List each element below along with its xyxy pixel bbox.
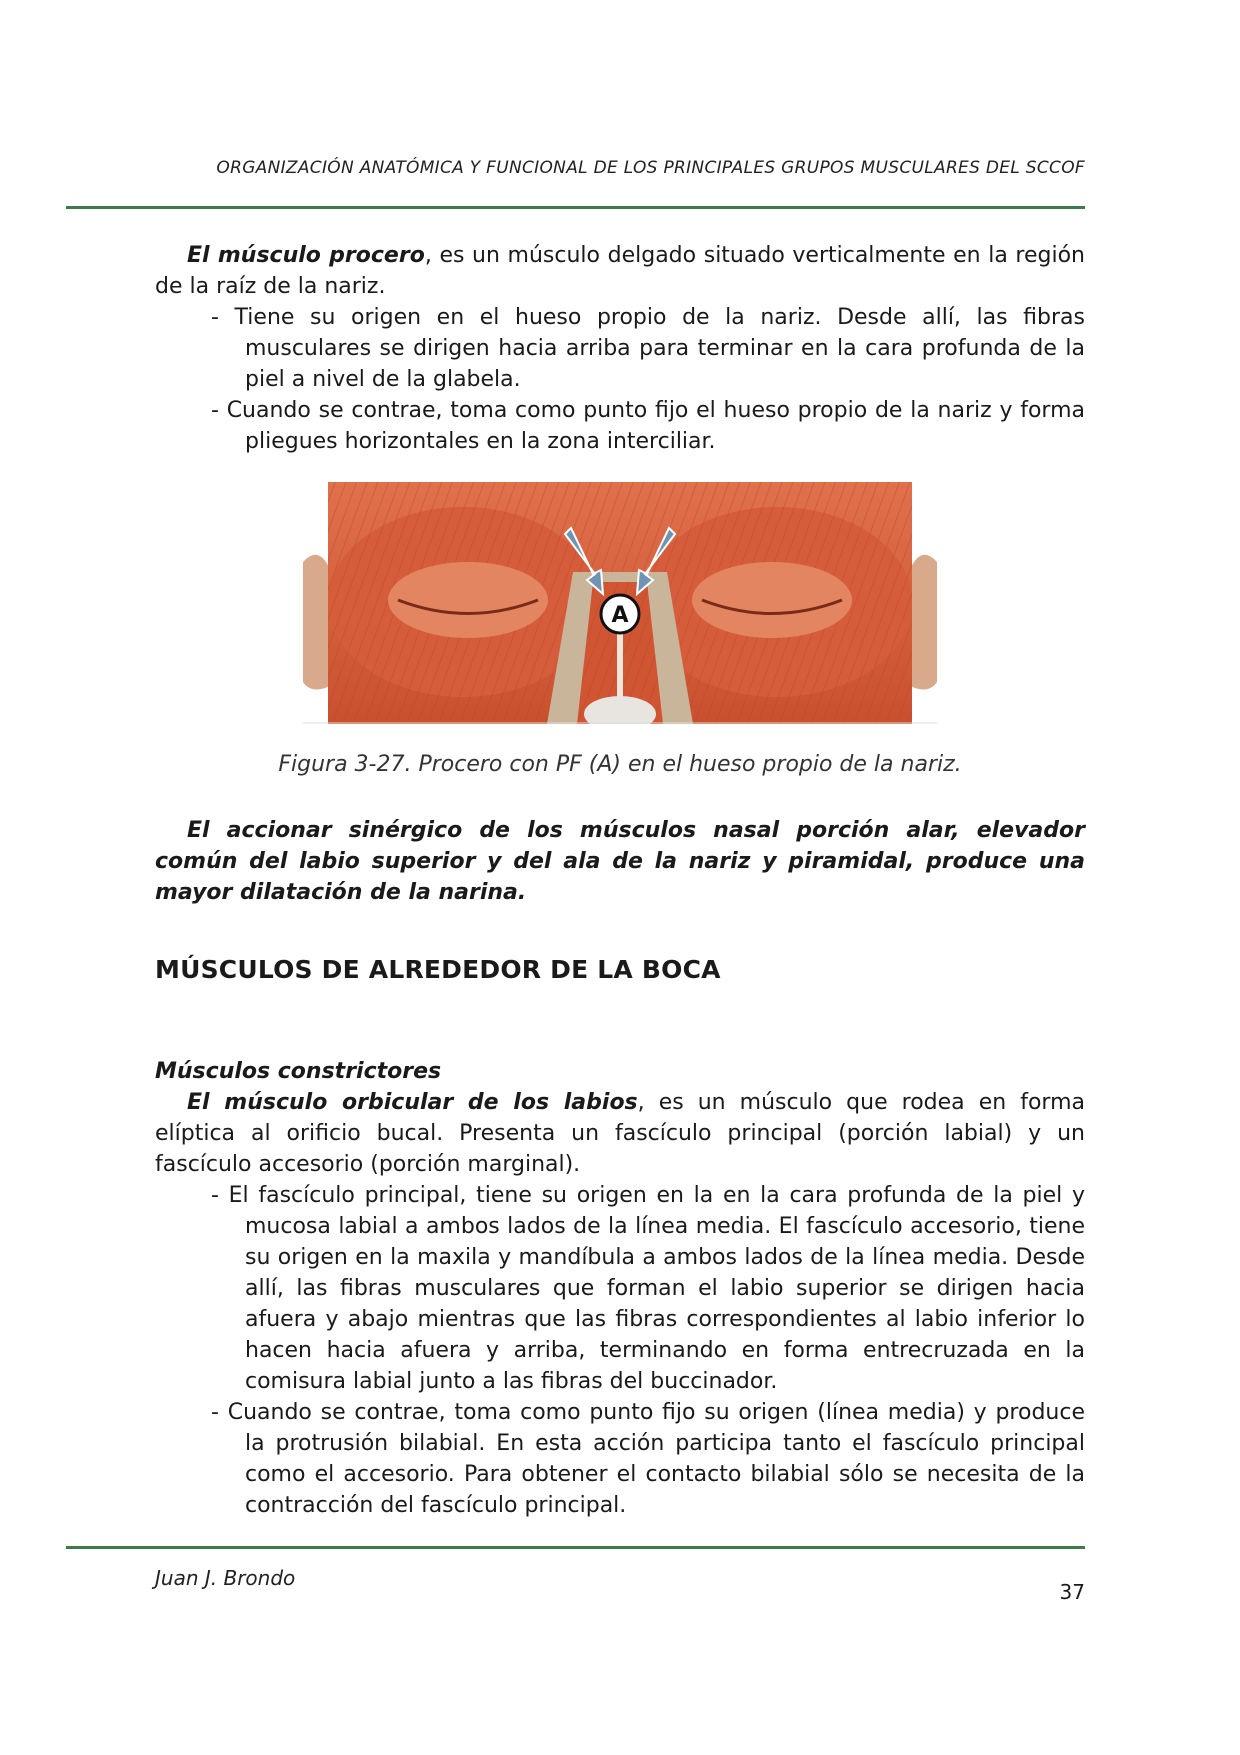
statement-block — [155, 815, 1085, 908]
procero-figure — [303, 482, 937, 724]
page-number: 37 — [1059, 1580, 1085, 1604]
orbicular-block — [155, 1056, 1085, 1521]
facial-muscles-illustration — [303, 482, 937, 724]
running-header: ORGANIZACIÓN ANATÓMICA Y FUNCIONAL DE LOS PRINCIPALES GRUPOS MUSCULARES DEL SCCOF — [216, 158, 1085, 178]
procero-bullet-action: - Cuando se contrae, toma como punto fijo el hueso propio de la nariz y forma pliegues horizontales en la zona interciliar. — [211, 398, 1085, 454]
footer-author: Juan J. Brondo — [155, 1566, 296, 1590]
orbicular-lead: El músculo orbicular de los labios — [187, 1090, 638, 1115]
procero-lead: El músculo procero — [187, 243, 425, 268]
synergy-statement — [155, 815, 1085, 908]
figure-caption: Figura 3-27. Procero con PF (A) en el hueso propio de la nariz. — [278, 752, 962, 777]
procero-bullet-origin: - Tiene su origen en el hueso propio de la nariz. Desde allí, las fibras musculares se dirigen hacia arriba para terminar en la cara profunda de la piel a nivel de la glabela. — [211, 305, 1085, 392]
procero-intro: , es un músculo delgado situado verticalmente en la región de la raíz de la nariz. — [155, 243, 1085, 299]
footer-rule — [66, 1546, 1085, 1549]
orbicular-bullet-origin: - El fascículo principal, tiene su origen en la en la cara profunda de la piel y mucosa labial a ambos lados de la línea media. El fascículo accesorio, tiene su origen en la maxila y mandíbula a ambos lados de la línea media. Desde allí, las fibras musculares que forman el labio superior se dirigen hacia afuera y abajo mientras que las fibras correspondientes al labio inferior lo hacen hacia afuera y arriba, terminando en forma entrecruzada en la comisura labial junto a las fibras del buccinador. — [211, 1183, 1085, 1394]
marker-label: A — [611, 603, 629, 628]
section-title: MÚSCULOS DE ALREDEDOR DE LA BOCA — [155, 955, 721, 984]
subheading: Músculos constrictores — [155, 1059, 442, 1084]
orbicular-intro: , es un músculo que rodea en forma elíptica al orificio bucal. Presenta un fascículo principal (porción labial) y un fascículo accesorio (porción marginal). — [155, 1090, 1085, 1177]
procero-paragraph — [155, 240, 1085, 302]
header-rule — [66, 206, 1085, 209]
orbicular-paragraph — [155, 1087, 1085, 1180]
procero-block — [155, 240, 1085, 457]
orbicular-bullet-action: - Cuando se contrae, toma como punto fijo su origen (línea media) y produce la protrusión bilabial. En esta acción participa tanto el fascículo principal como el accesorio. Para obtener el contacto bilabial sólo se necesita de la contracción del fascículo principal. — [211, 1400, 1085, 1518]
synergy-statement-text: El accionar sinérgico de los músculos nasal porción alar, elevador común del labio superior y del ala de la nariz y piramidal, produce una mayor dilatación de la narina. — [155, 818, 1085, 905]
